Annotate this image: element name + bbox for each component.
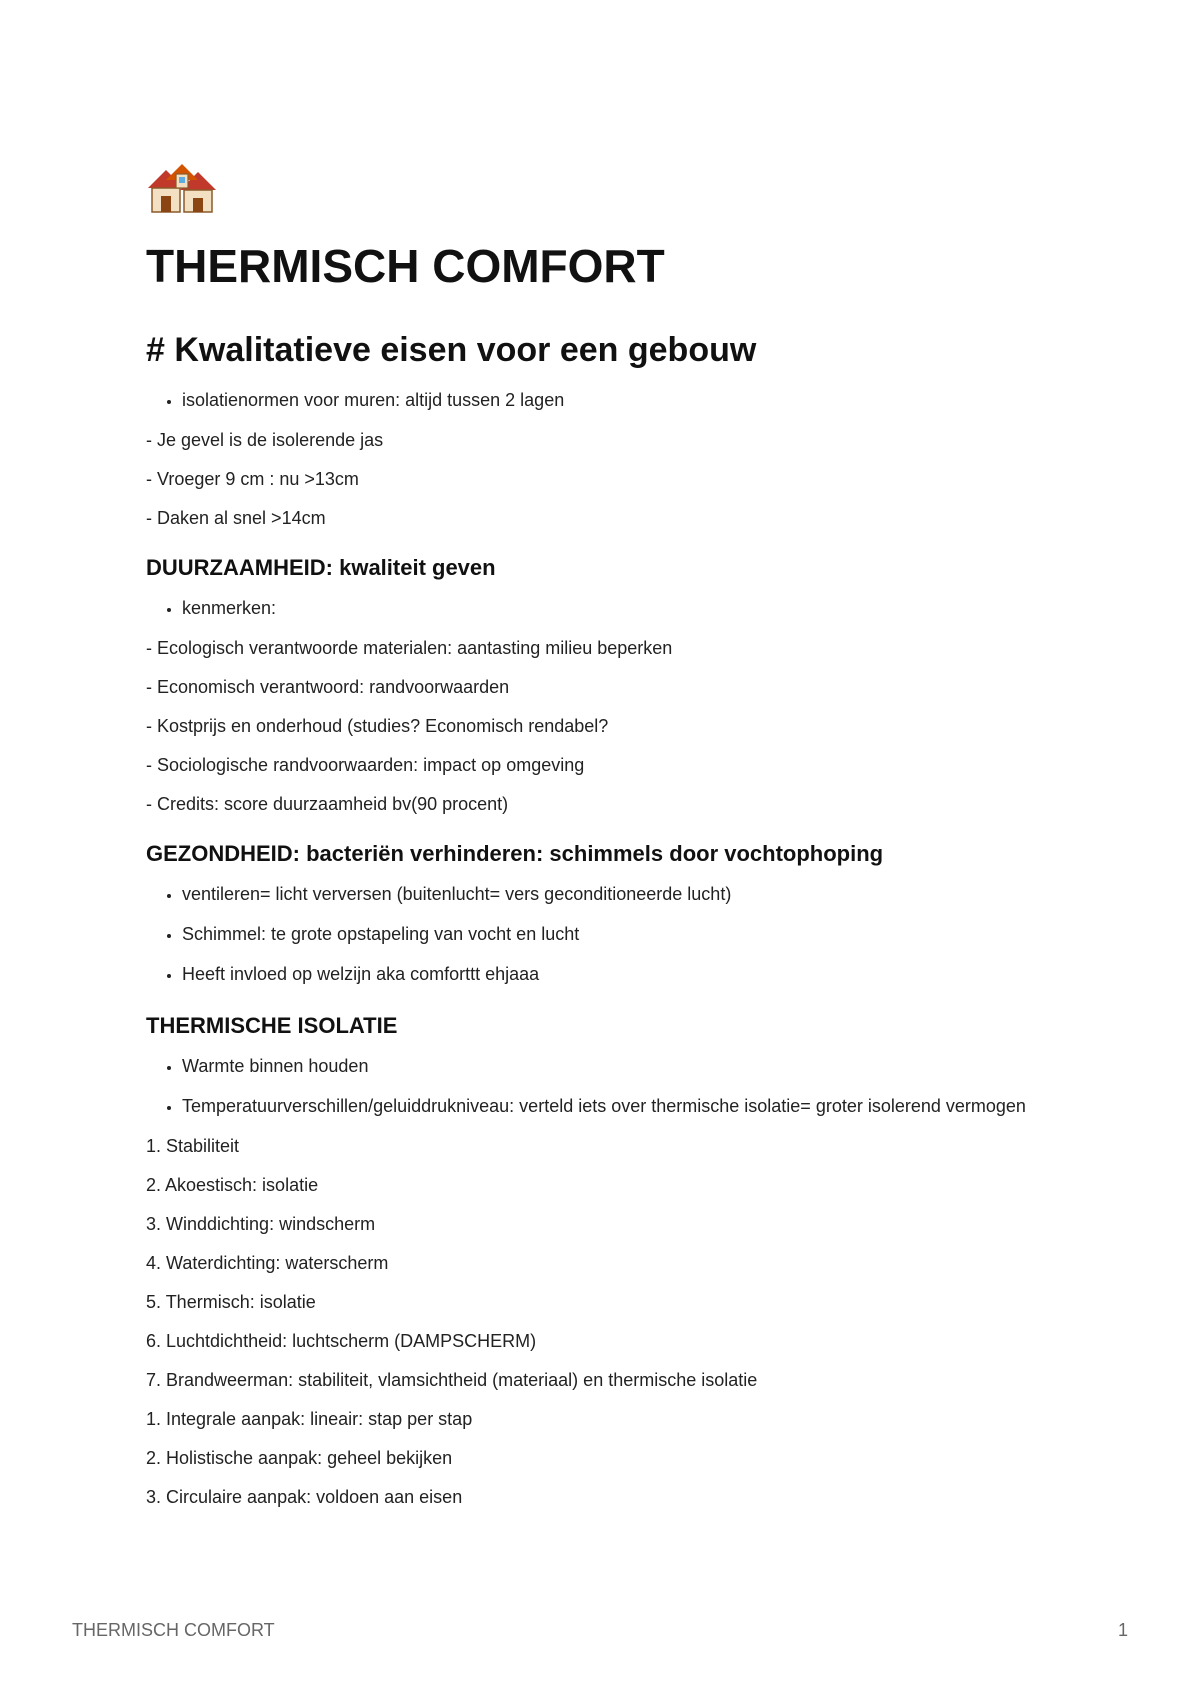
page-number: 1 xyxy=(1117,1620,1128,1640)
text-line: - Daken al snel >14cm xyxy=(146,508,326,528)
bullet-list xyxy=(146,1052,1066,1120)
text-line: - Credits: score duurzaamheid bv(90 procent) xyxy=(146,794,509,814)
numbered-line: 5. Thermisch: isolatie xyxy=(146,1292,316,1312)
numbered-line: 1. Integrale aanpak: lineair: stap per stap xyxy=(146,1409,473,1429)
numbered-line: 7. Brandweerman: stabiliteit, vlamsichtheid (materiaal) en thermische isolatie xyxy=(146,1370,758,1390)
section-heading-kwalitatieve-eisen: # Kwalitatieve eisen voor een gebouw xyxy=(146,331,757,369)
text-line: - Kostprijs en onderhoud (studies? Economisch rendabel? xyxy=(146,716,609,736)
list-item: • kenmerken: xyxy=(182,594,1066,622)
text-line: - Sociologische randvoorwaarden: impact op omgeving xyxy=(146,755,585,775)
bullet-list xyxy=(146,594,1066,622)
document-page xyxy=(146,160,1066,1524)
list-item: • Schimmel: te grote opstapeling van vocht en lucht xyxy=(182,920,1066,948)
heading-thermische-isolatie: THERMISCHE ISOLATIE xyxy=(146,1013,398,1038)
numbered-line: 3. Circulaire aanpak: voldoen aan eisen xyxy=(146,1487,463,1507)
list-item: • Heeft invloed op welzijn aka comforttt ehjaaa xyxy=(182,960,1066,988)
list-item: • isolatienormen voor muren: altijd tussen 2 lagen xyxy=(182,386,1066,414)
text-line: - Je gevel is de isolerende jas xyxy=(146,430,384,450)
numbered-line: 4. Waterdichting: waterscherm xyxy=(146,1253,389,1273)
text-line: - Vroeger 9 cm : nu >13cm xyxy=(146,469,359,489)
bullet-list xyxy=(146,386,1066,414)
house-icon xyxy=(146,160,218,216)
list-item: • Temperatuurverschillen/geluiddrukniveau: verteld iets over thermische isolatie= groter isolerend vermogen xyxy=(182,1092,1066,1120)
text-line: - Ecologisch verantwoorde materialen: aantasting milieu beperken xyxy=(146,638,673,658)
page-title: THERMISCH COMFORT xyxy=(146,240,665,292)
footer-title: THERMISCH COMFORT xyxy=(72,1620,275,1640)
bullet-list xyxy=(146,880,1066,988)
numbered-line: 1. Stabiliteit xyxy=(146,1136,240,1156)
heading-gezondheid: GEZONDHEID: bacteriën verhinderen: schimmels door vochtophoping xyxy=(146,841,884,866)
list-item: • Warmte binnen houden xyxy=(182,1052,1066,1080)
text-line: - Economisch verantwoord: randvoorwaarden xyxy=(146,677,510,697)
heading-duurzaamheid: DUURZAAMHEID: kwaliteit geven xyxy=(146,555,496,580)
list-item: • ventileren= licht verversen (buitenlucht= vers geconditioneerde lucht) xyxy=(182,880,1066,908)
numbered-line: 3. Winddichting: windscherm xyxy=(146,1214,376,1234)
numbered-line: 2. Holistische aanpak: geheel bekijken xyxy=(146,1448,453,1468)
numbered-line: 2. Akoestisch: isolatie xyxy=(146,1175,319,1195)
numbered-line: 6. Luchtdichtheid: luchtscherm (DAMPSCHERM) xyxy=(146,1331,537,1351)
